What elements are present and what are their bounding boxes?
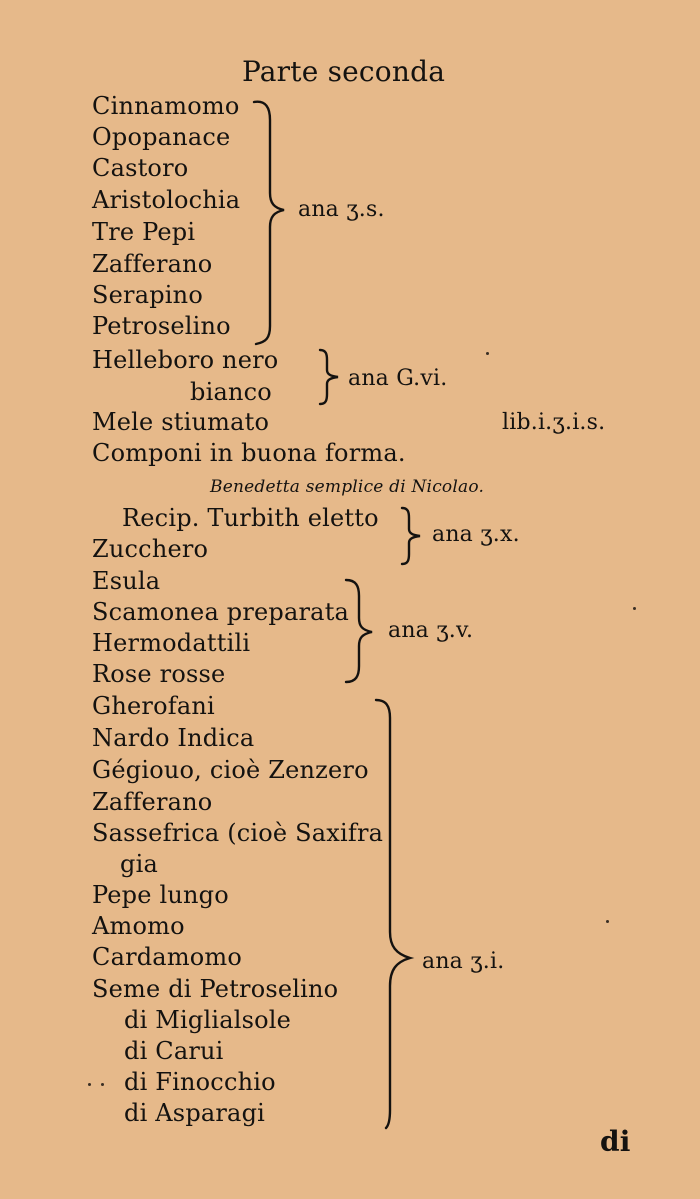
ingredient-line: Zafferano [92,788,213,816]
ingredient-line: di Carui [124,1037,224,1065]
ingredient-line: Zucchero [92,535,209,563]
ingredient-line: Gégiouo, cioè Zenzero [92,756,369,784]
dosage-label: ana ʒ.x. [432,522,520,547]
brace-group-5 [372,696,422,1132]
ingredient-line: Hermodattili [92,629,251,657]
ingredient-line: Gherofani [92,692,215,720]
brace-group-3 [398,506,428,566]
paper-speck [88,1083,91,1086]
ingredient-line: Serapino [92,281,203,309]
brace-group-2 [316,348,346,406]
paper-speck [633,607,636,610]
ingredient-line: Aristolochia [92,186,241,214]
ingredient-line: Cardamomo [92,943,243,971]
instruction-line: Componi in buona forma. [92,439,406,467]
ingredient-line: Opopanace [92,123,231,151]
ingredient-line: Amomo [92,912,185,940]
ingredient-line: Pepe lungo [92,881,229,909]
ingredient-line: Rose rosse [92,660,226,688]
recipe-title: Benedetta semplice di Nicolao. [210,477,485,497]
ingredient-line: Petroselino [92,312,231,340]
ingredient-line: Seme di Petroselino [92,975,339,1003]
dosage-label: ana ʒ.s. [298,197,385,222]
ingredient-line: Tre Pepi [92,218,196,246]
dosage-label: ana G.vi. [348,366,448,391]
paper-speck [101,1083,104,1086]
ingredient-line: Castoro [92,154,189,182]
ingredient-line: Zafferano [92,250,213,278]
brace-group-4 [342,576,382,686]
ingredient-line: di Miglialsole [124,1006,292,1034]
ingredient-line: Cinnamomo [92,92,240,120]
paper-speck [486,352,489,355]
ingredient-line: di Finocchio [124,1068,276,1096]
ingredient-line: di Asparagi [124,1099,266,1127]
ingredient-line: Sassefrica (cioè Saxifra [92,819,384,847]
ingredient-line: Esula [92,567,161,595]
page-header: Parte seconda [242,55,446,88]
dosage-label: lib.i.ʒ.i.s. [502,410,606,435]
ingredient-line: Nardo Indica [92,724,255,752]
dosage-label: ana ʒ.i. [422,949,505,974]
dosage-label: ana ʒ.v. [388,618,474,643]
brace-group-1 [252,98,292,346]
paper-speck [606,920,609,923]
ingredient-line: Mele stiumato [92,408,270,436]
ingredient-line: Helleboro nero [92,346,279,374]
ingredient-line: Recip. Turbith eletto [122,504,379,532]
ingredient-line: gia [120,850,158,878]
catchword: di [600,1125,631,1158]
ingredient-line: bianco [190,378,272,406]
ingredient-line: Scamonea preparata [92,598,350,626]
